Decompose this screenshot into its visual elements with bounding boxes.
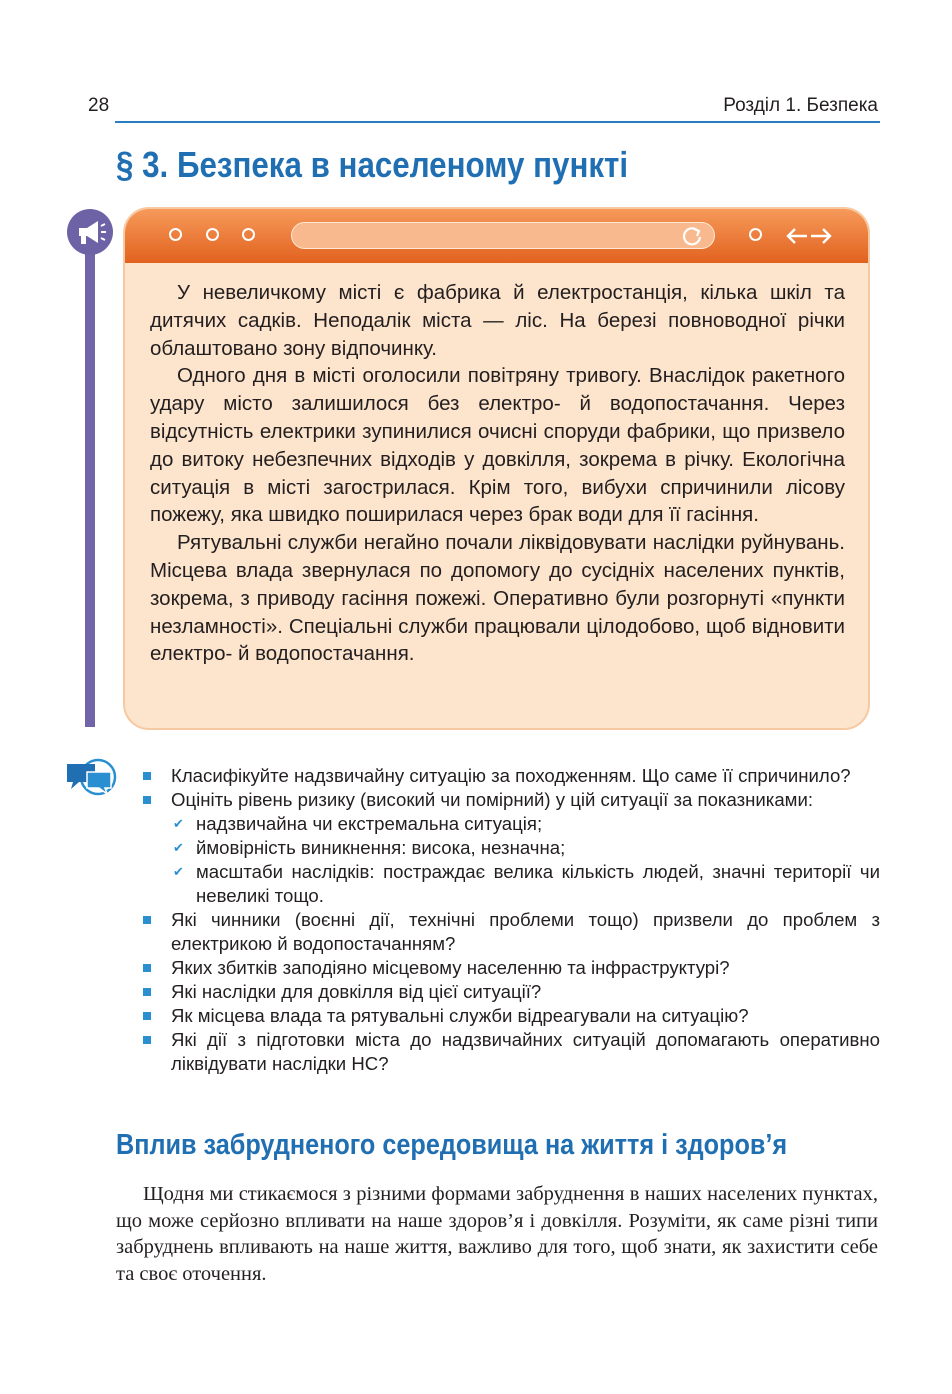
speech-bubbles-icon	[65, 756, 117, 800]
story-text	[150, 279, 845, 668]
sub-list-item: ✔ ймовірність виникнення: висока, незначна;	[171, 836, 880, 860]
list-item: Які наслідки для довкілля від цієї ситуації?	[140, 980, 880, 1004]
sub-list	[171, 812, 880, 908]
list-item: Які чинники (воєнні дії, технічні проблеми тощо) призвели до проблем з електрикою й водопостачанням?	[140, 908, 880, 956]
window-dot-icon	[749, 228, 762, 241]
list-item	[140, 788, 880, 908]
address-bar	[291, 222, 715, 249]
reload-icon	[681, 225, 703, 247]
window-dot-icon	[206, 228, 219, 241]
list-item: Як місцева влада та рятувальні служби відреагували на ситуацію?	[140, 1004, 880, 1028]
story-paragraph: Рятувальні служби негайно почали ліквідовувати наслідки руйнувань. Місцева влада звернулася по допомогу до сусідніх населених пунктів, зокрема, з приводу гасіння пожежі. Оперативно були розгорнуті «пункти незламності». Спеціальні служби працювали цілодобово, щоб відновити електро- й водопостачання.	[150, 531, 845, 666]
sub-list-item: ✔ надзвичайна чи екстремальна ситуація;	[171, 812, 880, 836]
purple-side-bar	[85, 240, 95, 727]
header-divider	[115, 121, 880, 123]
story-paragraph: Одного дня в місті оголосили повітряну тривогу. Внаслідок ракетного удару місто залишилося без електро- й водопостачання. Через відсутність електрики зупинилися очисні споруди фабрики, що призвело до витоку небезпечних відходів у довкілля, зокрема в річку. Екологічна ситуація в місті загострилася. Крім того, вибухи спричинили лісову пожежу, яка швидко поширилася через брак води для її гасіння.	[150, 364, 845, 527]
question-list	[140, 764, 880, 1076]
story-paragraph: У невеличкому місті є фабрика й електростанція, кілька шкіл та дитячих садків. Неподалік міста — ліс. На березі повноводної річки облаштовано зону відпочинку.	[150, 281, 845, 360]
megaphone-icon	[67, 209, 113, 255]
sub-list-item: ✔ масштаби наслідків: постраждає велика кількість людей, значні території чи невеликі тощо.	[171, 860, 880, 908]
page-title: § 3. Безпека в населеному пункті	[116, 144, 629, 185]
section-label: Розділ 1. Безпека	[723, 95, 878, 116]
section-heading: Вплив забрудненого середовища на життя і здоров’я	[116, 1129, 788, 1161]
window-dot-icon	[242, 228, 255, 241]
browser-toolbar	[125, 209, 868, 263]
list-item: Які дії з підготовки міста до надзвичайних ситуацій допомагають оперативно ліквідувати наслідки НС?	[140, 1028, 880, 1076]
window-dot-icon	[169, 228, 182, 241]
page-number: 28	[88, 95, 110, 116]
body-paragraph: Щодня ми стикаємося з різними формами забруднення в наших населених пунктах, що може серйозно впливати на наше здоров’я і довкілля. Розуміти, як саме різні типи забруднень впливають на наше життя, важливо для того, щоб знати, як захистити себе та своє оточення.	[116, 1183, 878, 1285]
arrows-icon	[785, 224, 833, 248]
list-item: Класифікуйте надзвичайну ситуацію за походженням. Що саме її спричинило?	[140, 764, 880, 788]
list-item-text: Оцініть рівень ризику (високий чи помірний) у цій ситуації за показниками:	[171, 789, 814, 810]
list-item: Яких збитків заподіяно місцевому населенню та інфраструктурі?	[140, 956, 880, 980]
